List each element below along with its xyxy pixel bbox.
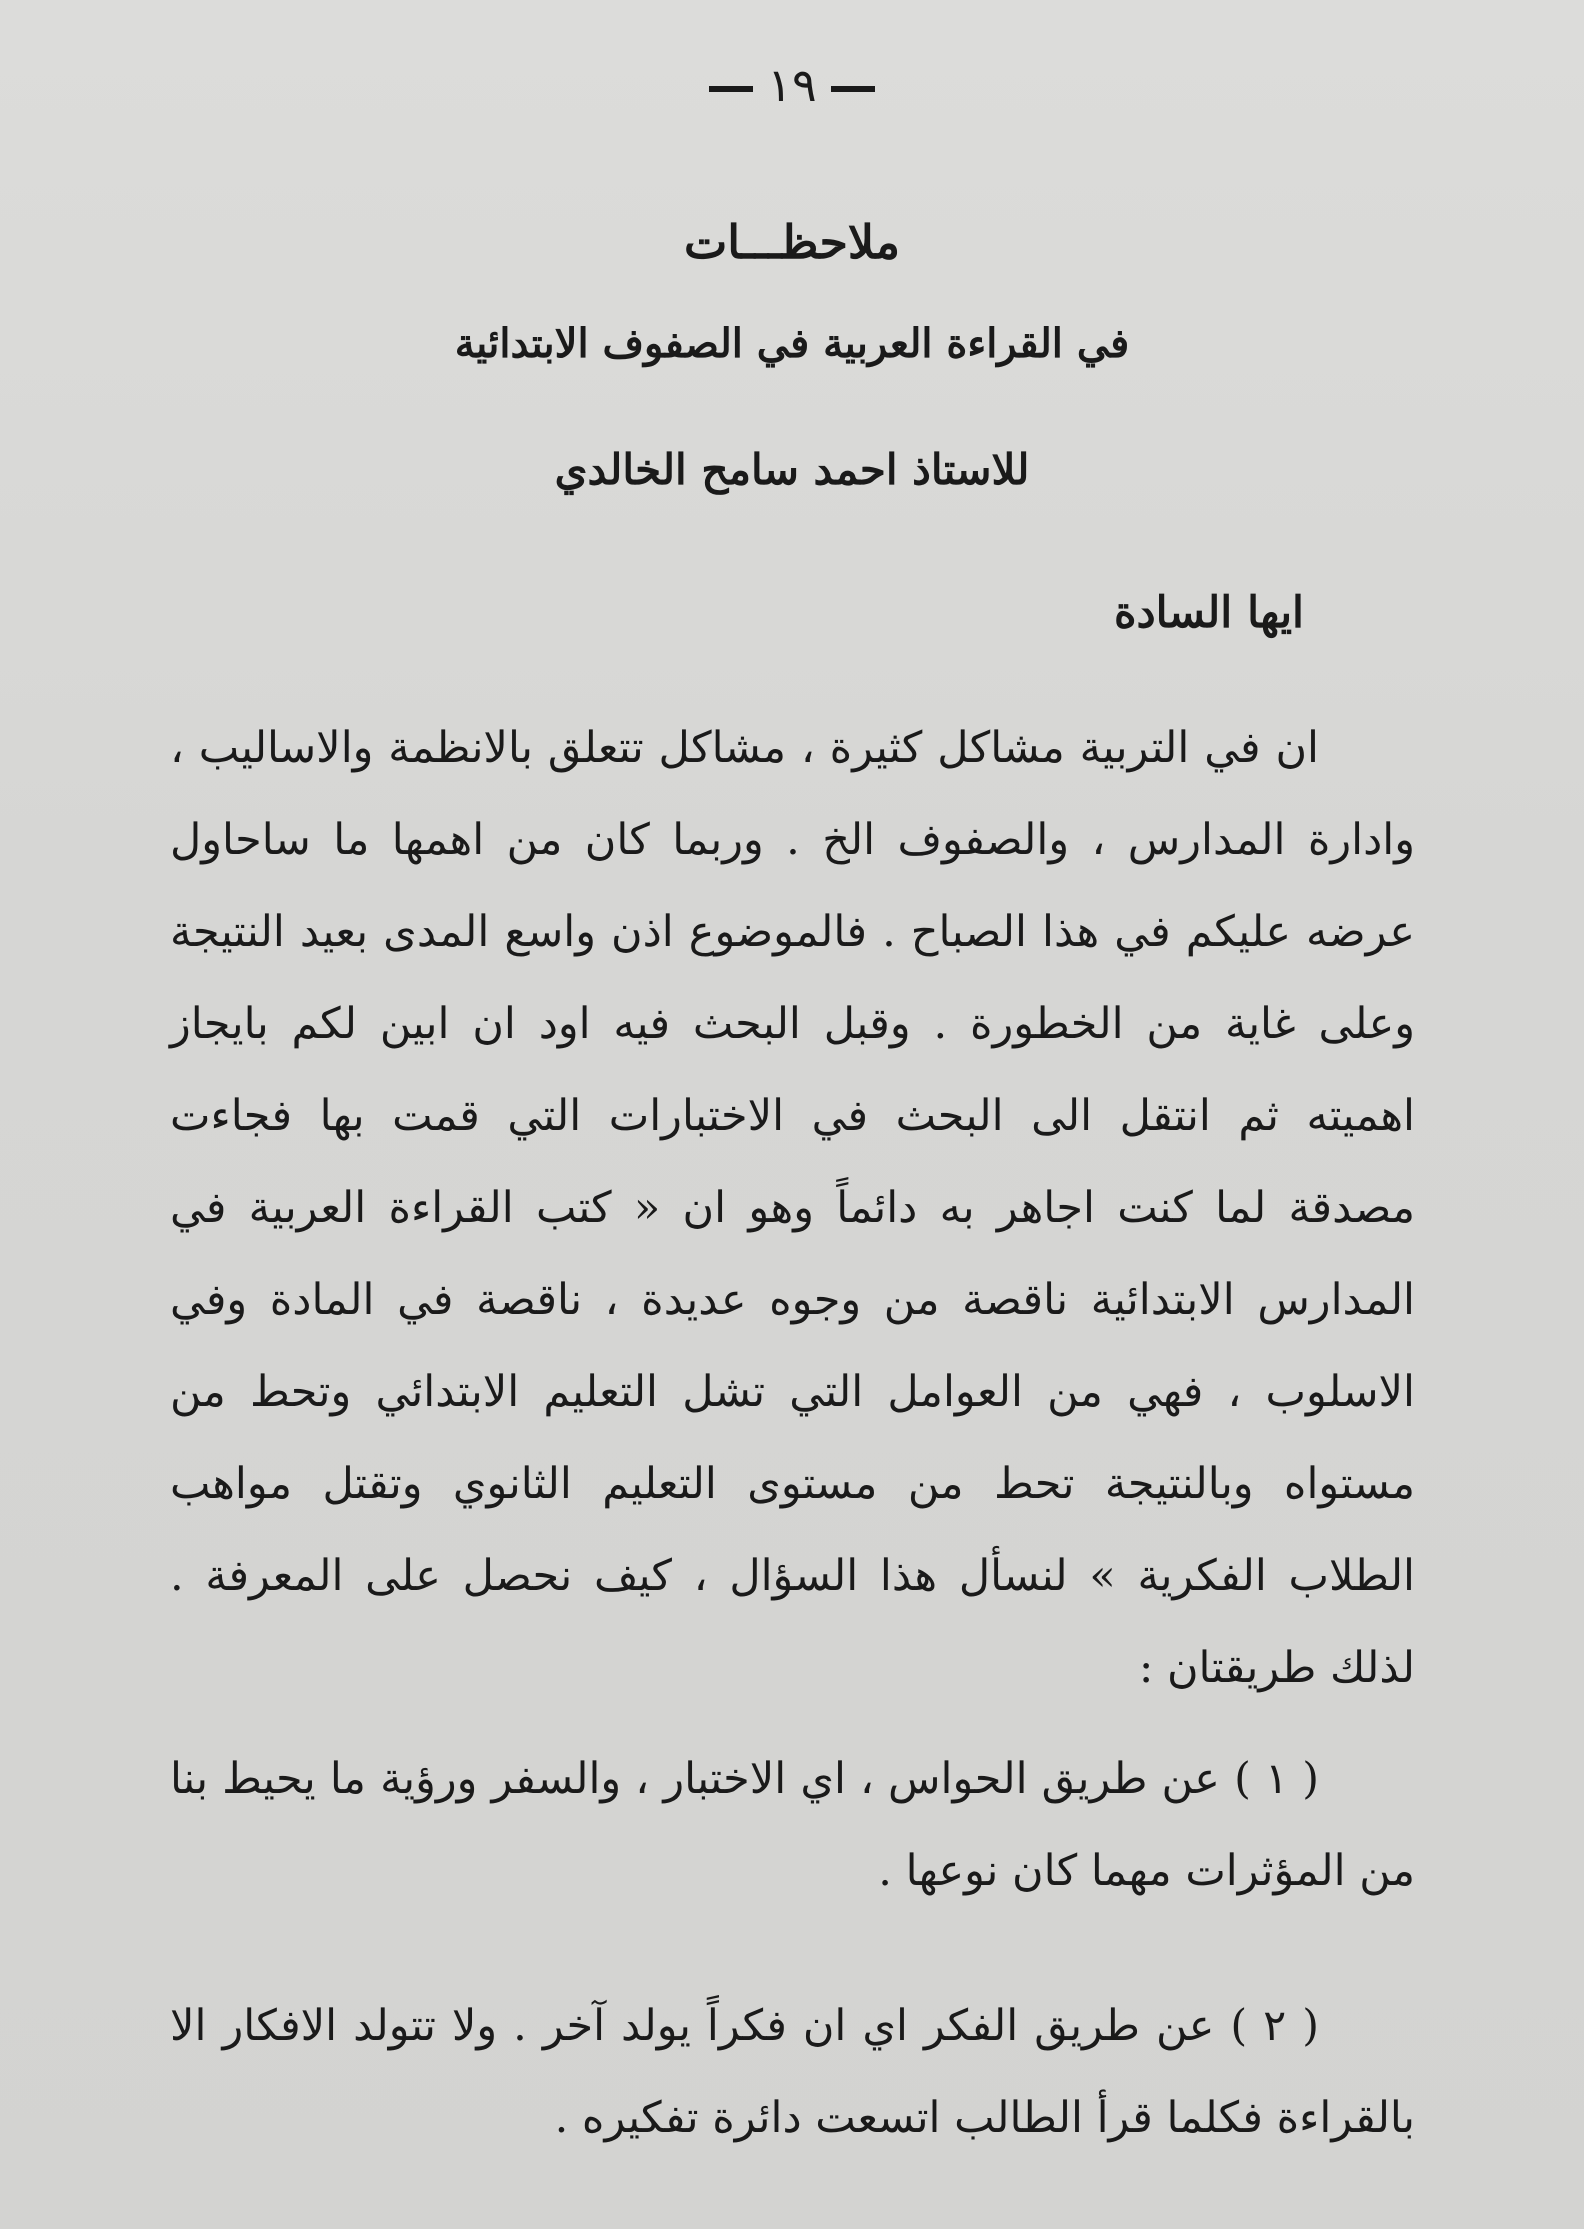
page-number-text: ١٩ xyxy=(767,58,817,112)
paragraph-method-thought: ( ٢ ) عن طريق الفكر اي ان فكراً يولد آخر . ولا تتولد الافكار الا بالقراءة فكلما قرأ الطالب اتسعت دائرة تفكيره . xyxy=(170,2001,1415,2143)
article-title: ملاحظـــات xyxy=(683,215,900,269)
page-number-dash-right xyxy=(831,86,875,92)
paragraph-method-senses: ( ١ ) عن طريق الحواس ، اي الاختبار ، والسفر ورؤية ما يحيط بنا من المؤثرات مهما كان نوعها . xyxy=(170,1754,1415,1896)
page-number-dash-left xyxy=(709,86,753,92)
salutation: ايها السادة xyxy=(1114,588,1304,638)
article-subtitle: في القراءة العربية في الصفوف الابتدائية xyxy=(454,320,1130,367)
article-author: للاستاذ احمد سامح الخالدي xyxy=(554,445,1030,494)
paragraph-intro: ان في التربية مشاكل كثيرة ، مشاكل تتعلق بالانظمة والاساليب ، وادارة المدارس ، والصفوف الخ . وربما كان من اهمها ما ساحاول عرضه عليكم في هذا الصباح . فالموضوع اذن واسع المدى بعيد النتيجة وعلى غاية من الخطورة . وقبل البحث فيه اود ان ابين لكم بايجاز اهميته ثم انتقل الى البحث في الاختبارات التي قمت بها فجاءت مصدقة لما كنت اجاهر به دائماً وهو ان « كتب القراءة العربية في المدارس الابتدائية ناقصة من وجوه عديدة ، ناقصة في المادة وفي الاسلوب ، فهي من العوامل التي تشل التعليم الابتدائي وتحط من مستواه وبالنتيجة تحط من مستوى التعليم الثانوي وتقتل مواهب الطلاب الفكرية » لنسأل هذا السؤال ، كيف نحصل على المعرفة . لذلك طريقتان : xyxy=(170,723,1415,1693)
page-number xyxy=(0,58,1584,112)
